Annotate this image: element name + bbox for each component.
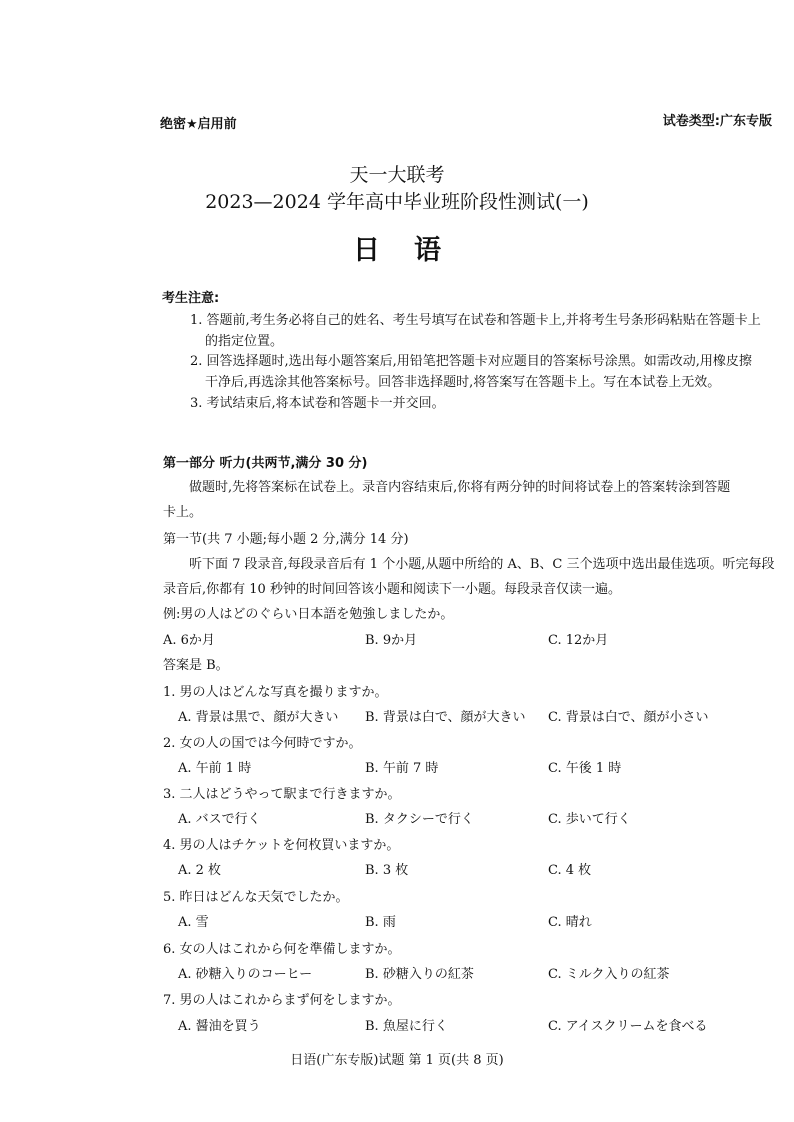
question-6-option-c: C. ミルク入りの紅茶 [548,967,670,982]
question-4-option-a: A. 2 枚 [178,863,222,878]
example-option-c: C. 12か月 [548,633,609,648]
question-3: 3. 二人はどうやって駅まで行きますか。 [163,787,401,802]
question-3-option-b: B. タクシーで行く [365,812,474,827]
question-6-option-a: A. 砂糖入りのコーヒー [178,967,313,982]
part1-intro-line-1: 做题时,先将答案标在试卷上。录音内容结束后,你将有两分钟的时间将试卷上的答案转涂到答题 [189,480,731,495]
question-7-option-c: C. アイスクリームを食べる [548,1019,708,1034]
example-option-b: B. 9か月 [365,633,418,648]
notice-item-2-line-2: 干净后,再选涂其他答案标号。回答非选择题时,将答案写在答题卡上。写在本试卷上无效。 [205,375,721,390]
question-3-option-a: A. バスで行く [178,812,261,827]
question-5-option-a: A. 雪 [178,915,209,930]
subject-title: 日语 [353,235,475,266]
example-question: 例:男の人はどのぐらい日本語を勉強しましたか。 [163,607,454,622]
question-2-option-b: B. 午前 7 時 [365,761,439,776]
question-1-option-c: C. 背景は白で、顔が小さい [548,710,709,725]
part1-heading: 第一部分 听力(共两节,满分 30 分) [163,456,368,471]
question-1-option-b: B. 背景は白で、顔が大きい [365,710,526,725]
notice-heading: 考生注意: [162,291,220,306]
question-6: 6. 女の人はこれから何を準備しますか。 [163,942,401,957]
example-option-a: A. 6か月 [163,633,215,648]
paper-type-label: 试卷类型:广东专版 [662,114,772,129]
question-1-option-a: A. 背景は黒で、顔が大きい [178,710,339,725]
question-7-option-b: B. 魚屋に行く [365,1019,448,1034]
question-2-option-c: C. 午後 1 時 [548,761,622,776]
notice-item-1-line-2: 的指定位置。 [205,334,284,349]
part1-intro-line-2: 卡上。 [163,505,203,520]
question-2-option-a: A. 午前 1 時 [178,761,252,776]
question-1: 1. 男の人はどんな写真を撮りますか。 [163,685,388,700]
confidential-label: 绝密★启用前 [160,117,237,132]
question-5: 5. 昨日はどんな天気でしたか。 [163,890,349,905]
exam-organizer-title: 天一大联考 [349,164,445,186]
section1-heading: 第一节(共 7 小题;每小题 2 分,满分 14 分) [163,532,409,547]
notice-item-3: 3. 考试结束后,将本试卷和答题卡一并交回。 [190,396,445,411]
question-5-option-b: B. 雨 [365,915,396,930]
question-4: 4. 男の人はチケットを何枚買いますか。 [163,838,400,853]
notice-item-1-line-1: 1. 答题前,考生务必将自己的姓名、考生号填写在试卷和答题卡上,并将考生号条形码粘贴在答题卡上 [190,313,761,328]
section1-intro-line-2: 录音后,你都有 10 秒钟的时间回答该小题和阅读下一小题。每段录音仅读一遍。 [163,582,621,597]
question-3-option-c: C. 歩いて行く [548,812,631,827]
notice-item-2-line-1: 2. 回答选择题时,选出每小题答案后,用铅笔把答题卡对应题目的答案标号涂黑。如需改动,用橡皮擦 [190,354,752,369]
question-4-option-c: C. 4 枚 [548,863,592,878]
page-footer: 日语(广东专版)试题 第 1 页(共 8 页) [290,1053,504,1068]
exam-title: 2023—2024 学年高中毕业班阶段性测试(一) [205,191,589,213]
question-4-option-b: B. 3 枚 [365,863,409,878]
example-answer: 答案是 B。 [163,658,229,673]
section1-intro-line-1: 听下面 7 段录音,每段录音后有 1 个小题,从题中所给的 A、B、C 三个选项中选出最佳选项。听完每段 [189,557,775,572]
question-7: 7. 男の人はこれからまず何をしますか。 [163,993,401,1008]
question-6-option-b: B. 砂糖入りの紅茶 [365,967,474,982]
question-7-option-a: A. 醤油を買う [178,1019,261,1034]
question-5-option-c: C. 晴れ [548,915,592,930]
question-2: 2. 女の人の国では今何時ですか。 [163,736,362,751]
